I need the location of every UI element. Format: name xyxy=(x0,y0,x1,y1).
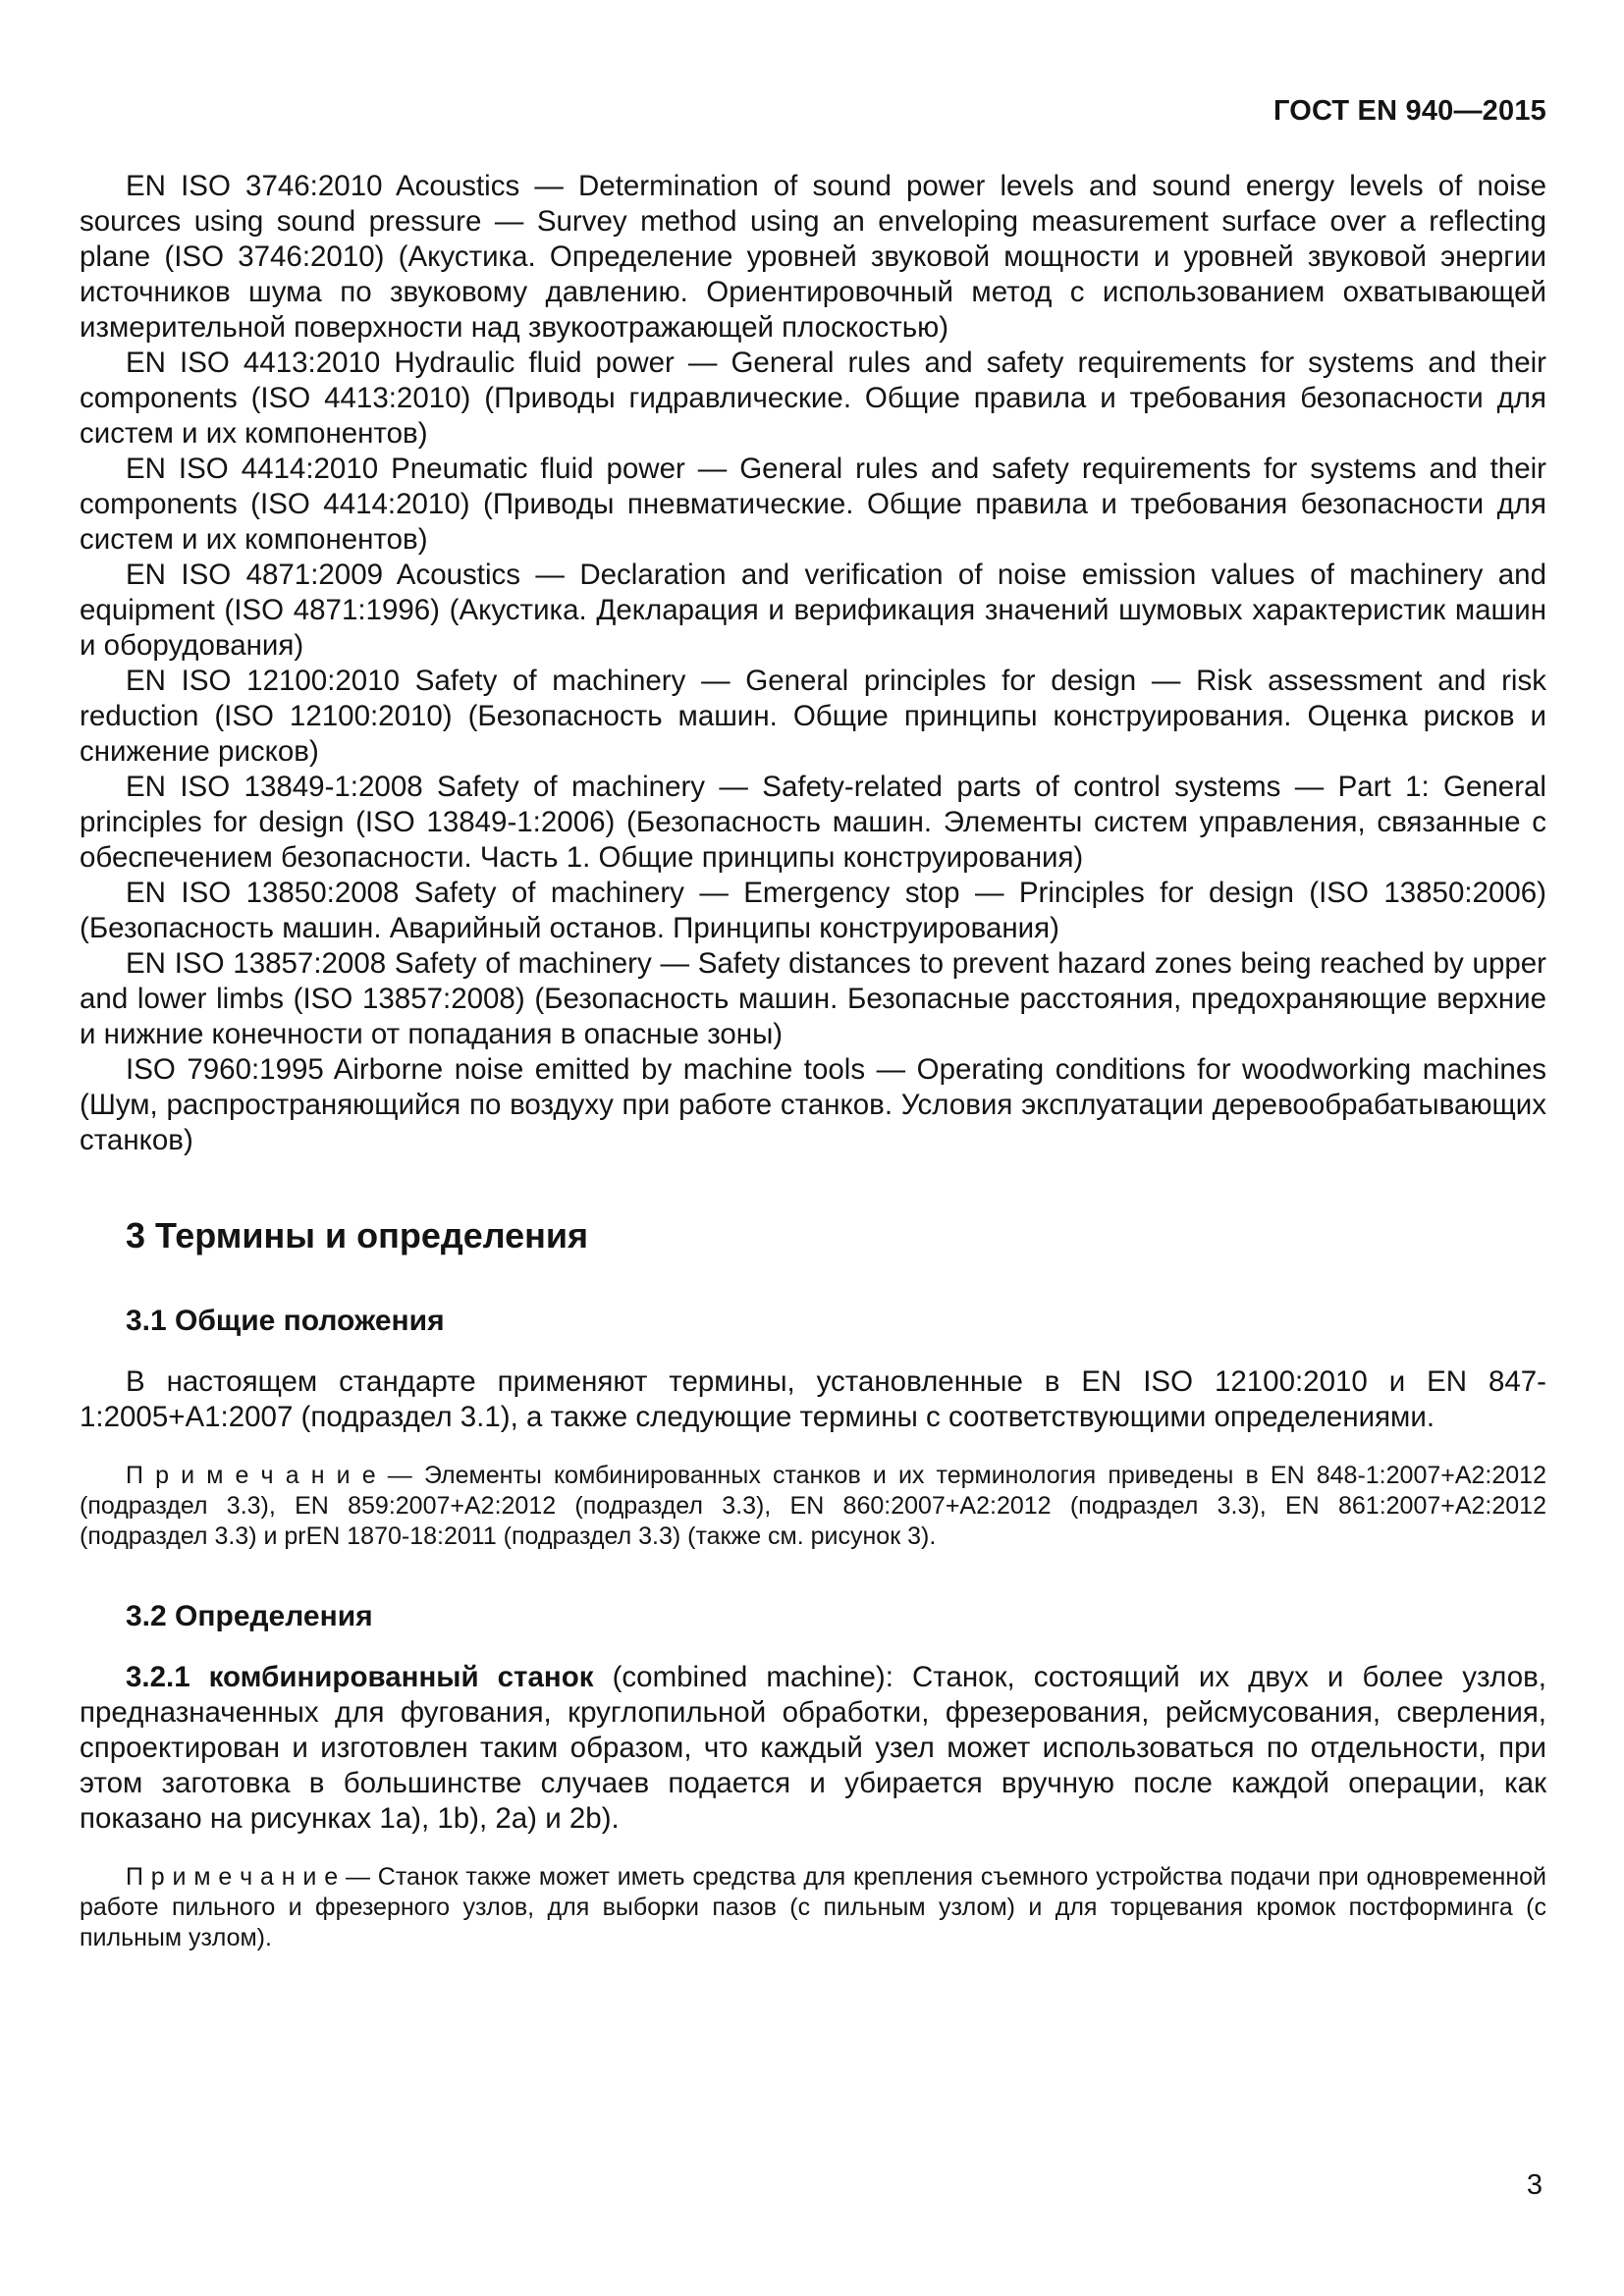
reference-paragraph: EN ISO 4413:2010 Hydraulic fluid power — General rules and safety requirements for systems and their components (ISO 4413:2010) (Приводы гидравлические. Общие правила и требования безопасности для систем и их компонентов) xyxy=(80,347,1546,450)
reference-paragraph: EN ISO 3746:2010 Acoustics — Determination of sound power levels and sound energy levels of noise sources using sound pressure — Survey method using an enveloping measurement surface over a reflecting plane (ISO 3746:2010) (Акустика. Определение уровней звуковой мощности и уровней звуковой энергии источников шума по звуковому давлению. Ориентировочный метод с использованием охватывающей измерительной поверхности над звукоотражающей плоскостью) xyxy=(80,170,1546,344)
term-definition: (combined machine): Станок, состоящий их двух и более узлов, предназначенных для фугования, круглопильной обработки, фрезерования, рейсмусования, сверления, спроектирован и изготовлен таким образом, что каждый узел может использоваться по отдельности, при этом заготовка в большинстве случаев подается и убирается вручную после каждой операции, как показано на рисунках 1a), 1b), 2a) и 2b). xyxy=(80,1661,1546,1835)
page-content xyxy=(80,94,1546,1953)
reference-paragraph: EN ISO 13857:2008 Safety of machinery — Safety distances to prevent hazard zones being reached by upper and lower limbs (ISO 13857:2008) (Безопасность машин. Безопасные расстояния, предохраняющие верхние и нижние конечности от попадания в опасные зоны) xyxy=(80,947,1546,1050)
section-3-1-note xyxy=(80,1461,1546,1552)
reference-paragraph: ISO 7960:1995 Airborne noise emitted by machine tools — Operating conditions for woodworking machines (Шум, распространяющийся по воздуху при работе станков. Условия эксплуатации деревообрабатывающих станков) xyxy=(80,1053,1546,1156)
note-label: П р и м е ч а н и е xyxy=(126,1462,376,1489)
note-text: — Станок также может иметь средства для крепления съемного устройства подачи при одновременной работе пильного и фрезерного узлов, для выборки пазов (с пильным узлом) и для торцевания кромок постформинга (с пильным узлом). xyxy=(80,1863,1546,1951)
section-3-2-note xyxy=(80,1862,1546,1953)
reference-paragraph: EN ISO 4414:2010 Pneumatic fluid power — General rules and safety requirements for systems and their components (ISO 4414:2010) (Приводы пневматические. Общие правила и требования безопасности для систем и их компонентов) xyxy=(80,453,1546,556)
note-label: П р и м е ч а н и е xyxy=(126,1863,339,1891)
page-number: 3 xyxy=(1526,2169,1543,2201)
section-3-1-title: 3.1 Общие положения xyxy=(126,1305,445,1337)
definition-3-2-1 xyxy=(80,1660,1546,1837)
term-heading: 3.2.1 комбинированный станок xyxy=(126,1661,594,1693)
reference-paragraph: EN ISO 13850:2008 Safety of machinery — Emergency stop — Principles for design (ISO 13850:2006) (Безопасность машин. Аварийный останов. Принципы конструирования) xyxy=(80,877,1546,944)
section-3-title: 3 Термины и определения xyxy=(126,1215,589,1255)
reference-paragraph: EN ISO 4871:2009 Acoustics — Declaration and verification of noise emission values of machinery and equipment (ISO 4871:1996) (Акустика. Декларация и верификация значений шумовых характеристик машин и оборудования) xyxy=(80,559,1546,662)
section-3-2-title: 3.2 Определения xyxy=(126,1600,373,1632)
reference-paragraph: EN ISO 13849-1:2008 Safety of machinery — Safety-related parts of control systems — Part 1: General principles for design (ISO 13849-1:2006) (Безопасность машин. Элементы систем управления, связанные с обеспечением безопасности. Часть 1. Общие принципы конструирования) xyxy=(80,771,1546,874)
section-3-1-paragraph: В настоящем стандарте применяют термины, установленные в EN ISO 12100:2010 и EN 847-1:2005+A1:2007 (подраздел 3.1), а также следующие термины с соответствующими определениями. xyxy=(80,1365,1546,1433)
reference-paragraph: EN ISO 12100:2010 Safety of machinery — General principles for design — Risk assessment and risk reduction (ISO 12100:2010) (Безопасность машин. Общие принципы конструирования. Оценка рисков и снижение рисков) xyxy=(80,665,1546,768)
document-code-header: ГОСТ EN 940—2015 xyxy=(1272,95,1546,127)
note-text: — Элементы комбинированных станков и их терминология приведены в EN 848-1:2007+A2:2012 (подраздел 3.3), EN 859:2007+A2:2012 (подраздел 3.3), EN 860:2007+A2:2012 (подраздел 3.3), EN 861:2007+A2:2012 (подраздел 3.3) и prEN 1870-18:2011 (подраздел 3.3) (также см. рисунок 3). xyxy=(80,1462,1546,1550)
